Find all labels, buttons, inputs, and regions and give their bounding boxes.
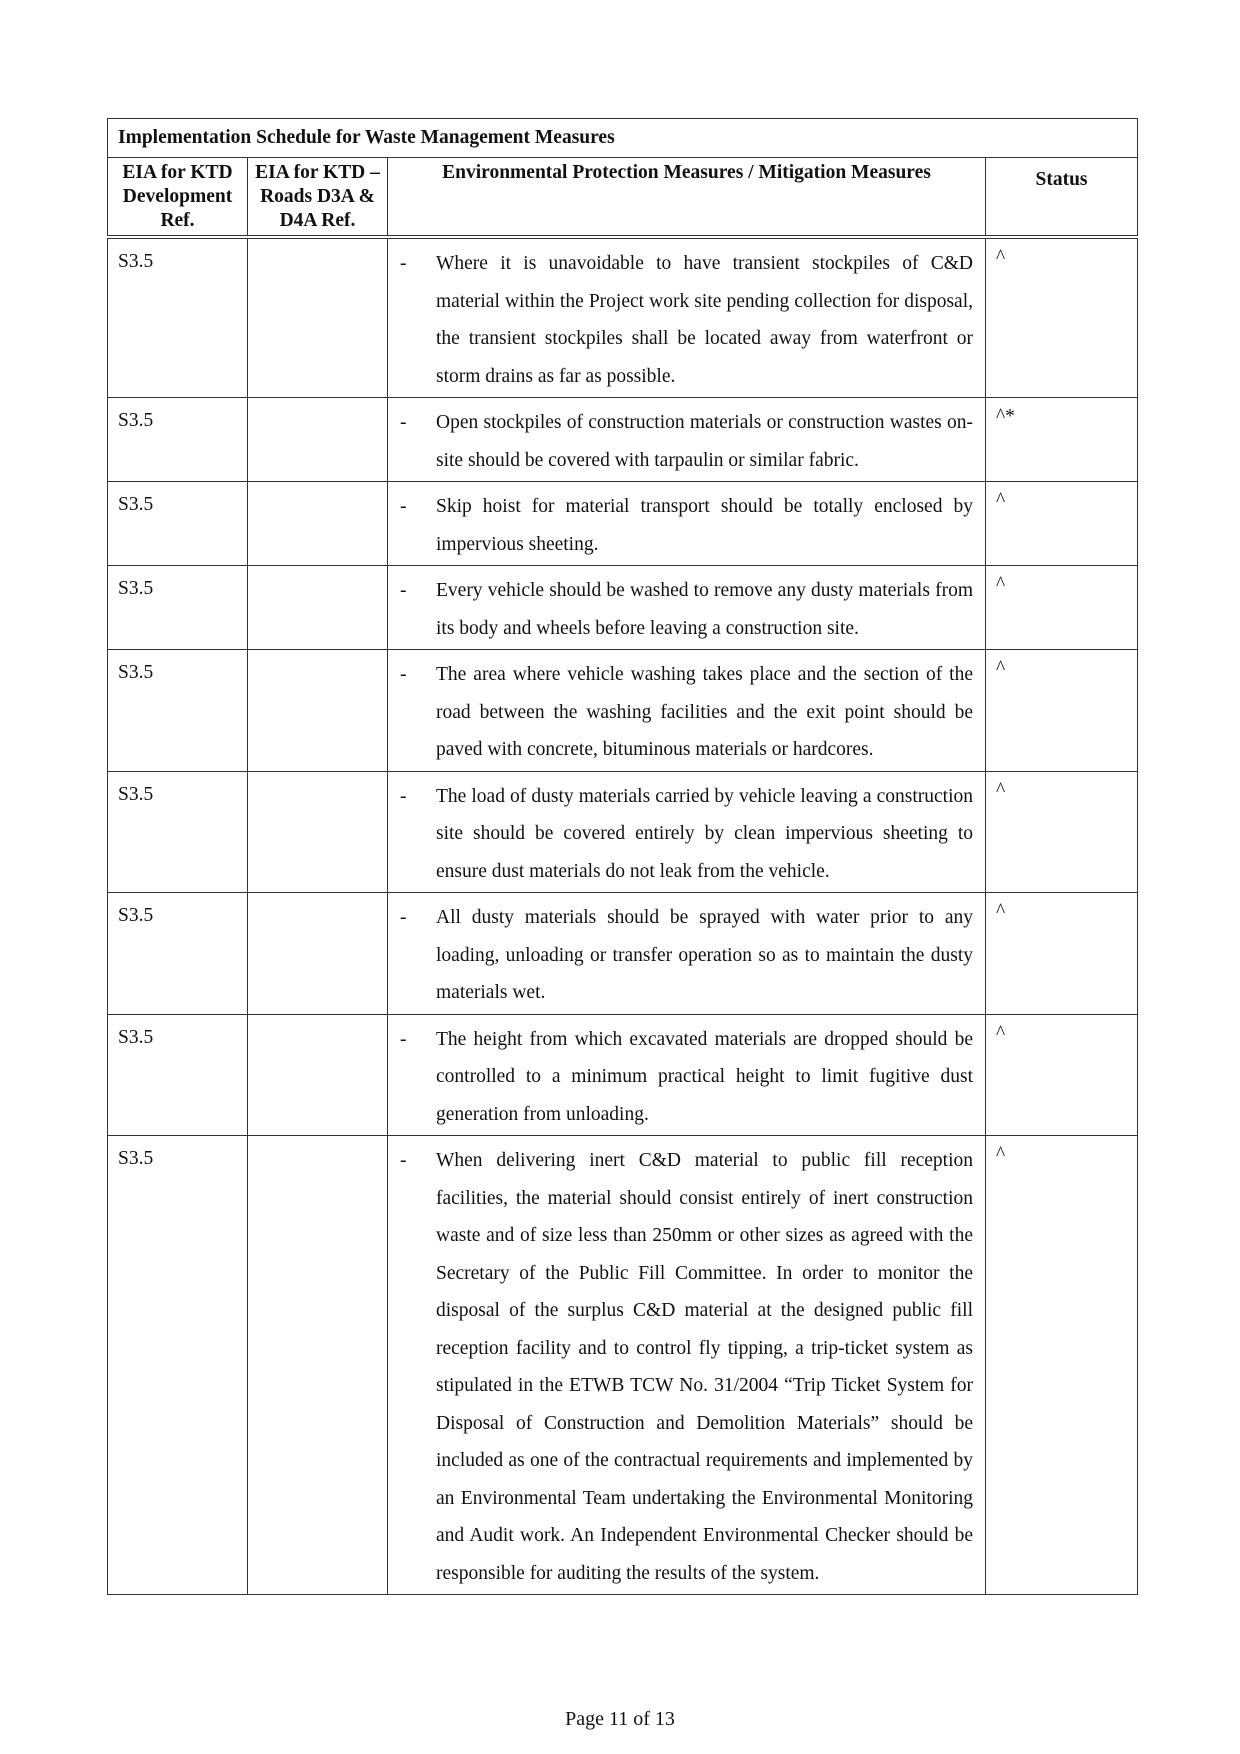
status-cell: ^ xyxy=(986,1014,1138,1136)
measure-text: All dusty materials should be sprayed with water prior to any loading, unloading or transfer operation so as to maintain the dusty materials wet. xyxy=(436,907,973,1003)
table-row xyxy=(108,1136,1138,1595)
ref-roads xyxy=(248,398,388,482)
table-title: Implementation Schedule for Waste Management Measures xyxy=(108,119,1138,158)
measure-text: The height from which excavated materials are dropped should be controlled to a minimum practical height to limit fugitive dust generation from unloading. xyxy=(436,1028,973,1125)
table-row xyxy=(108,893,1138,1015)
ref-development: S3.5 xyxy=(108,1136,248,1595)
status-cell: ^ xyxy=(986,237,1138,398)
header-measures: Environmental Protection Measures / Mitigation Measures xyxy=(388,158,986,238)
status-cell: ^ xyxy=(986,893,1138,1015)
header-ktd-development-ref: EIA for KTD Development Ref. xyxy=(108,158,248,238)
ref-development: S3.5 xyxy=(108,893,248,1015)
table-row xyxy=(108,1014,1138,1136)
measure-cell xyxy=(388,771,986,893)
table-row xyxy=(108,398,1138,482)
ref-roads xyxy=(248,1136,388,1595)
header-status: Status xyxy=(986,158,1138,238)
ref-roads xyxy=(248,771,388,893)
measure-cell xyxy=(388,482,986,566)
ref-roads xyxy=(248,650,388,772)
status-cell: ^ xyxy=(986,566,1138,650)
ref-roads xyxy=(248,237,388,398)
measure-cell xyxy=(388,1136,986,1595)
measure-text: Every vehicle should be washed to remove any dusty materials from its body and wheels before leaving a construction site. xyxy=(436,580,973,639)
measure-text: Where it is unavoidable to have transient stockpiles of C&D material within the Project work site pending collection for disposal, the transient stockpiles shall be located away from waterfront or storm drains as far as possible. xyxy=(436,253,973,387)
status-cell: ^ xyxy=(986,650,1138,772)
table-row xyxy=(108,566,1138,650)
ref-roads xyxy=(248,893,388,1015)
measure-text: When delivering inert C&D material to public fill reception facilities, the material should consist entirely of inert construction waste and of size less than 250mm or other sizes as agreed with the Secretary of the Public Fill Committee. In order to monitor the disposal of the surplus C&D material at the designed public fill reception facility and to control fly tipping, a trip-ticket system as stipulated in the ETWB TCW No. 31/2004 “Trip Ticket System for Disposal of Construction and Demolition Materials” should be included as one of the contractual requirements and implemented by an Environmental Team undertaking the Environmental Monitoring and Audit work. An Independent Environmental Checker should be responsible for auditing the results of the system. xyxy=(436,1150,973,1584)
bullet-dash: - xyxy=(400,1150,407,1171)
bullet-dash: - xyxy=(400,664,407,685)
ref-development: S3.5 xyxy=(108,237,248,398)
measure-text: The load of dusty materials carried by vehicle leaving a construction site should be covered entirely by clean impervious sheeting to ensure dust materials do not leak from the vehicle. xyxy=(436,785,973,882)
measure-cell xyxy=(388,650,986,772)
measure-text: The area where vehicle washing takes place and the section of the road between the washing facilities and the exit point should be paved with concrete, bituminous materials or hardcores. xyxy=(436,664,973,760)
ref-development: S3.5 xyxy=(108,771,248,893)
measure-text: Skip hoist for material transport should be totally enclosed by impervious sheeting. xyxy=(436,496,973,555)
bullet-dash: - xyxy=(400,580,407,601)
status-cell: ^ xyxy=(986,482,1138,566)
table-row xyxy=(108,650,1138,772)
bullet-dash: - xyxy=(400,253,407,274)
table-row xyxy=(108,771,1138,893)
status-cell: ^* xyxy=(986,398,1138,482)
ref-development: S3.5 xyxy=(108,482,248,566)
bullet-dash: - xyxy=(400,907,407,928)
bullet-dash: - xyxy=(400,412,407,433)
bullet-dash: - xyxy=(400,496,407,517)
ref-roads xyxy=(248,1014,388,1136)
measure-cell xyxy=(388,893,986,1015)
ref-development: S3.5 xyxy=(108,1014,248,1136)
measure-cell xyxy=(388,566,986,650)
measure-cell xyxy=(388,1014,986,1136)
bullet-dash: - xyxy=(400,1028,407,1050)
status-cell: ^ xyxy=(986,771,1138,893)
ref-development: S3.5 xyxy=(108,566,248,650)
table-row xyxy=(108,237,1138,398)
measure-cell xyxy=(388,237,986,398)
page-number: Page 11 of 13 xyxy=(565,1708,675,1730)
ref-development: S3.5 xyxy=(108,650,248,772)
measure-text: Open stockpiles of construction materials or construction wastes on-site should be covered with tarpaulin or similar fabric. xyxy=(436,412,973,471)
header-ktd-roads-ref: EIA for KTD – Roads D3A & D4A Ref. xyxy=(248,158,388,238)
bullet-dash: - xyxy=(400,785,407,807)
ref-roads xyxy=(248,482,388,566)
status-cell: ^ xyxy=(986,1136,1138,1595)
waste-management-schedule-table xyxy=(107,118,1138,1595)
table-row xyxy=(108,482,1138,566)
ref-roads xyxy=(248,566,388,650)
measure-cell xyxy=(388,398,986,482)
ref-development: S3.5 xyxy=(108,398,248,482)
